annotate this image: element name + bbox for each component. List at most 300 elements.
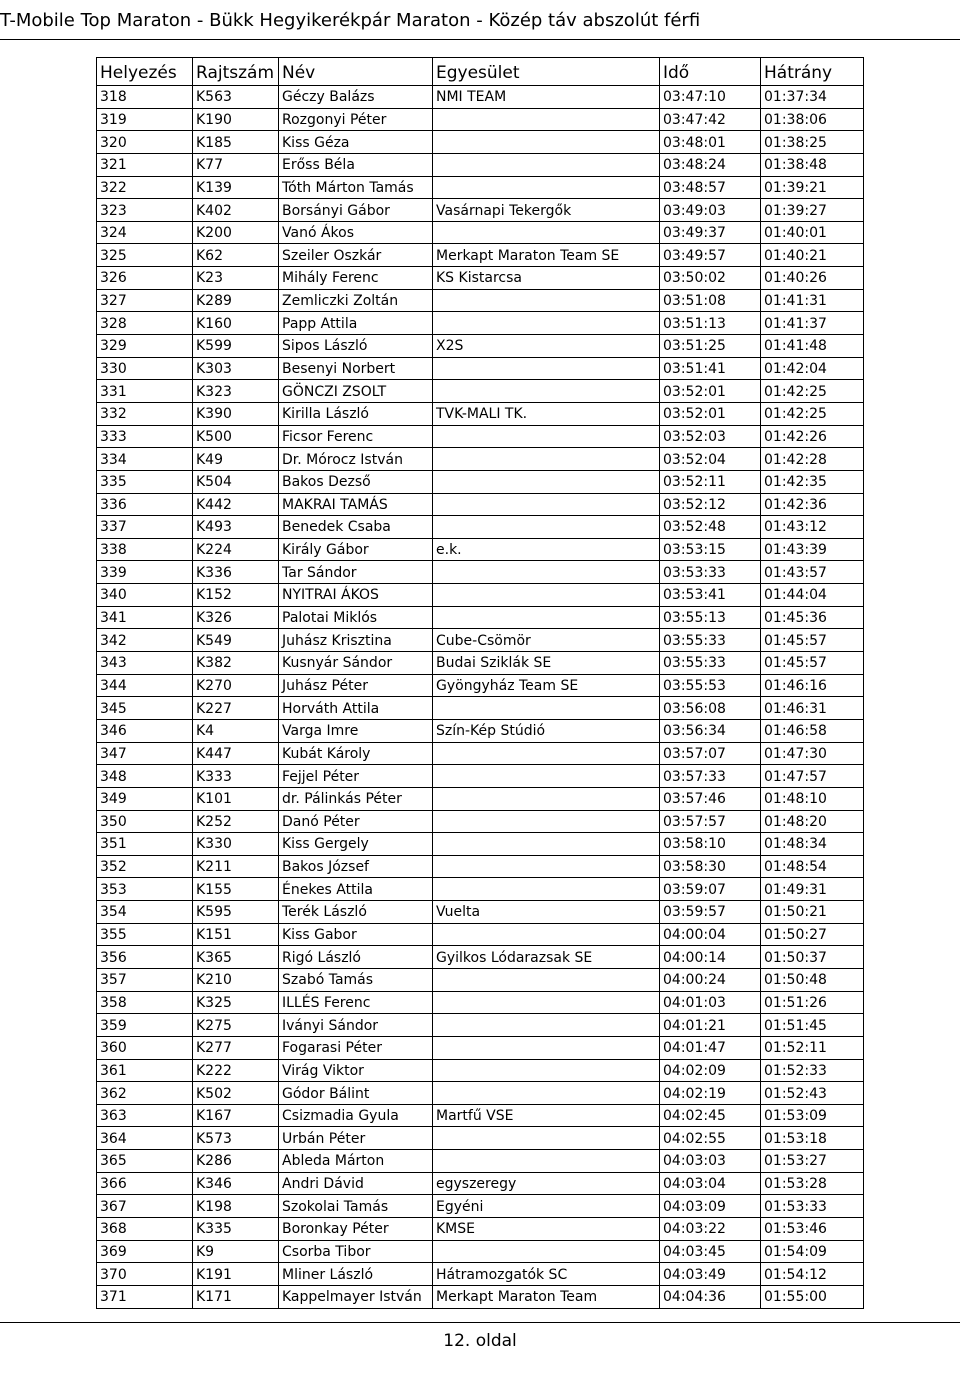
name-cell: Gódor Bálint (279, 1082, 433, 1105)
gap-cell: 01:50:27 (761, 923, 864, 946)
column-header-helyezes: Helyezés (97, 58, 193, 86)
table-row (97, 1059, 864, 1082)
table-row (97, 493, 864, 516)
time-cell: 04:03:22 (660, 1218, 761, 1241)
bib-cell: K493 (193, 516, 279, 539)
column-header-egyesulet: Egyesület (433, 58, 660, 86)
time-cell: 03:55:33 (660, 629, 761, 652)
club-cell (433, 1150, 660, 1173)
rank-cell: 360 (97, 1036, 193, 1059)
rank-cell: 365 (97, 1150, 193, 1173)
table-row (97, 1150, 864, 1173)
time-cell: 03:52:04 (660, 448, 761, 471)
time-cell: 03:52:48 (660, 516, 761, 539)
club-cell: NMI TEAM (433, 86, 660, 109)
table-row (97, 901, 864, 924)
table-row (97, 357, 864, 380)
gap-cell: 01:44:04 (761, 584, 864, 607)
club-cell (433, 357, 660, 380)
gap-cell: 01:39:21 (761, 176, 864, 199)
club-cell (433, 1036, 660, 1059)
club-cell (433, 221, 660, 244)
column-header-ido: Idő (660, 58, 761, 86)
name-cell: Mihály Ferenc (279, 267, 433, 290)
time-cell: 03:57:46 (660, 787, 761, 810)
name-cell: Kappelmayer István (279, 1285, 433, 1308)
time-cell: 03:50:02 (660, 267, 761, 290)
name-cell: Bakos Dezső (279, 470, 433, 493)
bib-cell: K502 (193, 1082, 279, 1105)
rank-cell: 353 (97, 878, 193, 901)
rank-cell: 320 (97, 131, 193, 154)
bib-cell: K599 (193, 335, 279, 358)
gap-cell: 01:50:37 (761, 946, 864, 969)
table-row (97, 312, 864, 335)
table-row (97, 561, 864, 584)
club-cell (433, 1127, 660, 1150)
bib-cell: K549 (193, 629, 279, 652)
rank-cell: 370 (97, 1263, 193, 1286)
club-cell (433, 312, 660, 335)
club-cell (433, 833, 660, 856)
club-cell (433, 153, 660, 176)
club-cell (433, 493, 660, 516)
table-row (97, 878, 864, 901)
bib-cell: K289 (193, 289, 279, 312)
name-cell: Szokolai Tamás (279, 1195, 433, 1218)
club-cell: Gyöngyház Team SE (433, 674, 660, 697)
time-cell: 04:03:49 (660, 1263, 761, 1286)
name-cell: Tóth Márton Tamás (279, 176, 433, 199)
rank-cell: 341 (97, 606, 193, 629)
bib-cell: K277 (193, 1036, 279, 1059)
rank-cell: 335 (97, 470, 193, 493)
name-cell: Csizmadia Gyula (279, 1104, 433, 1127)
gap-cell: 01:53:33 (761, 1195, 864, 1218)
name-cell: Fogarasi Péter (279, 1036, 433, 1059)
bib-cell: K167 (193, 1104, 279, 1127)
gap-cell: 01:37:34 (761, 86, 864, 109)
rank-cell: 346 (97, 719, 193, 742)
table-row (97, 719, 864, 742)
table-row (97, 1172, 864, 1195)
name-cell: Kiss Gergely (279, 833, 433, 856)
bib-cell: K160 (193, 312, 279, 335)
table-row (97, 1014, 864, 1037)
table-row (97, 1240, 864, 1263)
gap-cell: 01:45:57 (761, 629, 864, 652)
name-cell: Terék László (279, 901, 433, 924)
club-cell (433, 1014, 660, 1037)
gap-cell: 01:40:01 (761, 221, 864, 244)
time-cell: 03:49:03 (660, 199, 761, 222)
time-cell: 03:48:57 (660, 176, 761, 199)
time-cell: 04:03:45 (660, 1240, 761, 1263)
club-cell (433, 787, 660, 810)
time-cell: 03:57:57 (660, 810, 761, 833)
column-header-hatrany: Hátrány (761, 58, 864, 86)
rank-cell: 361 (97, 1059, 193, 1082)
club-cell (433, 742, 660, 765)
gap-cell: 01:48:34 (761, 833, 864, 856)
rank-cell: 333 (97, 425, 193, 448)
club-cell (433, 176, 660, 199)
time-cell: 03:52:12 (660, 493, 761, 516)
bib-cell: K9 (193, 1240, 279, 1263)
name-cell: Mliner László (279, 1263, 433, 1286)
rank-cell: 357 (97, 968, 193, 991)
gap-cell: 01:47:57 (761, 765, 864, 788)
name-cell: Juhász Krisztina (279, 629, 433, 652)
gap-cell: 01:42:25 (761, 380, 864, 403)
name-cell: dr. Pálinkás Péter (279, 787, 433, 810)
bib-cell: K563 (193, 86, 279, 109)
table-row (97, 674, 864, 697)
bib-cell: K442 (193, 493, 279, 516)
bib-cell: K227 (193, 697, 279, 720)
bib-cell: K155 (193, 878, 279, 901)
club-cell (433, 1059, 660, 1082)
gap-cell: 01:52:11 (761, 1036, 864, 1059)
rank-cell: 323 (97, 199, 193, 222)
bib-cell: K152 (193, 584, 279, 607)
bib-cell: K303 (193, 357, 279, 380)
time-cell: 03:55:33 (660, 652, 761, 675)
bib-cell: K270 (193, 674, 279, 697)
bib-cell: K23 (193, 267, 279, 290)
footer-divider (0, 1322, 960, 1323)
bib-cell: K222 (193, 1059, 279, 1082)
time-cell: 04:02:09 (660, 1059, 761, 1082)
table-row (97, 1195, 864, 1218)
time-cell: 04:01:47 (660, 1036, 761, 1059)
bib-cell: K595 (193, 901, 279, 924)
gap-cell: 01:48:10 (761, 787, 864, 810)
bib-cell: K171 (193, 1285, 279, 1308)
table-row (97, 697, 864, 720)
table-row (97, 833, 864, 856)
time-cell: 03:49:57 (660, 244, 761, 267)
rank-cell: 342 (97, 629, 193, 652)
time-cell: 03:56:34 (660, 719, 761, 742)
name-cell: Boronkay Péter (279, 1218, 433, 1241)
club-cell: KMSE (433, 1218, 660, 1241)
table-row (97, 470, 864, 493)
rank-cell: 337 (97, 516, 193, 539)
time-cell: 03:52:03 (660, 425, 761, 448)
name-cell: Vanó Ákos (279, 221, 433, 244)
club-cell (433, 855, 660, 878)
gap-cell: 01:46:31 (761, 697, 864, 720)
time-cell: 03:57:07 (660, 742, 761, 765)
club-cell (433, 584, 660, 607)
club-cell: Hátramozgatók SC (433, 1263, 660, 1286)
club-cell (433, 606, 660, 629)
club-cell (433, 878, 660, 901)
club-cell: Budai Sziklák SE (433, 652, 660, 675)
rank-cell: 332 (97, 402, 193, 425)
gap-cell: 01:53:28 (761, 1172, 864, 1195)
bib-cell: K62 (193, 244, 279, 267)
bib-cell: K275 (193, 1014, 279, 1037)
club-cell (433, 765, 660, 788)
bib-cell: K49 (193, 448, 279, 471)
club-cell (433, 991, 660, 1014)
rank-cell: 356 (97, 946, 193, 969)
name-cell: Iványi Sándor (279, 1014, 433, 1037)
club-cell: TVK-MALI TK. (433, 402, 660, 425)
time-cell: 03:51:25 (660, 335, 761, 358)
rank-cell: 319 (97, 108, 193, 131)
table-row (97, 538, 864, 561)
bib-cell: K191 (193, 1263, 279, 1286)
time-cell: 03:52:01 (660, 402, 761, 425)
gap-cell: 01:39:27 (761, 199, 864, 222)
time-cell: 04:02:55 (660, 1127, 761, 1150)
club-cell: Merkapt Maraton Team (433, 1285, 660, 1308)
club-cell (433, 425, 660, 448)
gap-cell: 01:42:36 (761, 493, 864, 516)
time-cell: 04:03:04 (660, 1172, 761, 1195)
time-cell: 03:47:42 (660, 108, 761, 131)
club-cell: Szín-Kép Stúdió (433, 719, 660, 742)
club-cell: Martfű VSE (433, 1104, 660, 1127)
rank-cell: 345 (97, 697, 193, 720)
time-cell: 04:02:19 (660, 1082, 761, 1105)
table-row (97, 402, 864, 425)
bib-cell: K101 (193, 787, 279, 810)
club-cell: Gyilkos Lódarazsak SE (433, 946, 660, 969)
page-number: 12. oldal (443, 1331, 517, 1351)
gap-cell: 01:45:36 (761, 606, 864, 629)
gap-cell: 01:42:35 (761, 470, 864, 493)
table-row (97, 153, 864, 176)
club-cell: e.k. (433, 538, 660, 561)
table-row (97, 1127, 864, 1150)
club-cell (433, 1082, 660, 1105)
gap-cell: 01:54:09 (761, 1240, 864, 1263)
gap-cell: 01:43:12 (761, 516, 864, 539)
name-cell: Ficsor Ferenc (279, 425, 433, 448)
club-cell (433, 131, 660, 154)
rank-cell: 327 (97, 289, 193, 312)
name-cell: Szeiler Oszkár (279, 244, 433, 267)
time-cell: 03:56:08 (660, 697, 761, 720)
club-cell: Vuelta (433, 901, 660, 924)
rank-cell: 339 (97, 561, 193, 584)
club-cell (433, 516, 660, 539)
club-cell (433, 810, 660, 833)
table-row (97, 1036, 864, 1059)
table-row (97, 380, 864, 403)
rank-cell: 318 (97, 86, 193, 109)
gap-cell: 01:53:27 (761, 1150, 864, 1173)
time-cell: 03:59:57 (660, 901, 761, 924)
column-header-rajtszam: Rajtszám (193, 58, 279, 86)
gap-cell: 01:38:48 (761, 153, 864, 176)
club-cell (433, 561, 660, 584)
name-cell: Horváth Attila (279, 697, 433, 720)
club-cell: egyszeregy (433, 1172, 660, 1195)
club-cell: Merkapt Maraton Team SE (433, 244, 660, 267)
rank-cell: 367 (97, 1195, 193, 1218)
time-cell: 04:04:36 (660, 1285, 761, 1308)
name-cell: Erőss Béla (279, 153, 433, 176)
name-cell: Borsányi Gábor (279, 199, 433, 222)
table-row (97, 1218, 864, 1241)
time-cell: 03:48:24 (660, 153, 761, 176)
time-cell: 03:55:13 (660, 606, 761, 629)
bib-cell: K210 (193, 968, 279, 991)
bib-cell: K390 (193, 402, 279, 425)
table-row (97, 199, 864, 222)
table-row (97, 787, 864, 810)
time-cell: 04:00:04 (660, 923, 761, 946)
rank-cell: 338 (97, 538, 193, 561)
name-cell: Zemliczki Zoltán (279, 289, 433, 312)
rank-cell: 328 (97, 312, 193, 335)
name-cell: Tar Sándor (279, 561, 433, 584)
bib-cell: K252 (193, 810, 279, 833)
time-cell: 04:01:03 (660, 991, 761, 1014)
table-row (97, 335, 864, 358)
table-row (97, 425, 864, 448)
table-row (97, 606, 864, 629)
table-row (97, 765, 864, 788)
time-cell: 04:00:14 (660, 946, 761, 969)
time-cell: 03:51:41 (660, 357, 761, 380)
rank-cell: 358 (97, 991, 193, 1014)
table-row (97, 221, 864, 244)
name-cell: Kusnyár Sándor (279, 652, 433, 675)
bib-cell: K77 (193, 153, 279, 176)
gap-cell: 01:50:21 (761, 901, 864, 924)
table-row (97, 1285, 864, 1308)
name-cell: Rozgonyi Péter (279, 108, 433, 131)
bib-cell: K323 (193, 380, 279, 403)
table-row (97, 742, 864, 765)
name-cell: Papp Attila (279, 312, 433, 335)
rank-cell: 336 (97, 493, 193, 516)
club-cell (433, 448, 660, 471)
page-title: T-Mobile Top Maraton - Bükk Hegyikerékpár Maraton - Közép táv abszolút férfi (0, 10, 701, 31)
gap-cell: 01:49:31 (761, 878, 864, 901)
name-cell: GÖNCZI ZSOLT (279, 380, 433, 403)
bib-cell: K325 (193, 991, 279, 1014)
gap-cell: 01:53:09 (761, 1104, 864, 1127)
time-cell: 03:55:53 (660, 674, 761, 697)
bib-cell: K326 (193, 606, 279, 629)
table-row (97, 629, 864, 652)
club-cell (433, 289, 660, 312)
rank-cell: 364 (97, 1127, 193, 1150)
time-cell: 03:51:08 (660, 289, 761, 312)
name-cell: ILLÉS Ferenc (279, 991, 433, 1014)
table-row (97, 1104, 864, 1127)
gap-cell: 01:38:25 (761, 131, 864, 154)
time-cell: 03:53:33 (660, 561, 761, 584)
gap-cell: 01:50:48 (761, 968, 864, 991)
time-cell: 04:01:21 (660, 1014, 761, 1037)
gap-cell: 01:48:54 (761, 855, 864, 878)
name-cell: Fejjel Péter (279, 765, 433, 788)
bib-cell: K139 (193, 176, 279, 199)
bib-cell: K286 (193, 1150, 279, 1173)
rank-cell: 344 (97, 674, 193, 697)
gap-cell: 01:46:16 (761, 674, 864, 697)
rank-cell: 366 (97, 1172, 193, 1195)
results-table (96, 57, 864, 1309)
table-row (97, 176, 864, 199)
table-row (97, 516, 864, 539)
bib-cell: K151 (193, 923, 279, 946)
table-row (97, 946, 864, 969)
bib-cell: K500 (193, 425, 279, 448)
rank-cell: 329 (97, 335, 193, 358)
rank-cell: 321 (97, 153, 193, 176)
rank-cell: 352 (97, 855, 193, 878)
bib-cell: K198 (193, 1195, 279, 1218)
bib-cell: K335 (193, 1218, 279, 1241)
bib-cell: K382 (193, 652, 279, 675)
club-cell (433, 697, 660, 720)
bib-cell: K504 (193, 470, 279, 493)
table-row (97, 244, 864, 267)
rank-cell: 330 (97, 357, 193, 380)
time-cell: 03:59:07 (660, 878, 761, 901)
rank-cell: 368 (97, 1218, 193, 1241)
time-cell: 03:52:01 (660, 380, 761, 403)
time-cell: 03:48:01 (660, 131, 761, 154)
bib-cell: K185 (193, 131, 279, 154)
table-row (97, 968, 864, 991)
club-cell (433, 968, 660, 991)
club-cell: Cube-Csömör (433, 629, 660, 652)
table-row (97, 289, 864, 312)
rank-cell: 322 (97, 176, 193, 199)
time-cell: 03:53:41 (660, 584, 761, 607)
club-cell: KS Kistarcsa (433, 267, 660, 290)
rank-cell: 331 (97, 380, 193, 403)
time-cell: 04:03:03 (660, 1150, 761, 1173)
gap-cell: 01:40:26 (761, 267, 864, 290)
gap-cell: 01:42:28 (761, 448, 864, 471)
name-cell: Kubát Károly (279, 742, 433, 765)
name-cell: Énekes Attila (279, 878, 433, 901)
gap-cell: 01:51:45 (761, 1014, 864, 1037)
gap-cell: 01:54:12 (761, 1263, 864, 1286)
club-cell (433, 108, 660, 131)
gap-cell: 01:41:31 (761, 289, 864, 312)
table-row (97, 923, 864, 946)
table-row (97, 131, 864, 154)
club-cell (433, 1240, 660, 1263)
gap-cell: 01:53:18 (761, 1127, 864, 1150)
bib-cell: K346 (193, 1172, 279, 1195)
table-row (97, 108, 864, 131)
table-row (97, 1263, 864, 1286)
table-row (97, 86, 864, 109)
rank-cell: 350 (97, 810, 193, 833)
bib-cell: K336 (193, 561, 279, 584)
table-row (97, 267, 864, 290)
club-cell (433, 470, 660, 493)
name-cell: Csorba Tibor (279, 1240, 433, 1263)
name-cell: Besenyi Norbert (279, 357, 433, 380)
gap-cell: 01:53:46 (761, 1218, 864, 1241)
name-cell: Urbán Péter (279, 1127, 433, 1150)
gap-cell: 01:46:58 (761, 719, 864, 742)
